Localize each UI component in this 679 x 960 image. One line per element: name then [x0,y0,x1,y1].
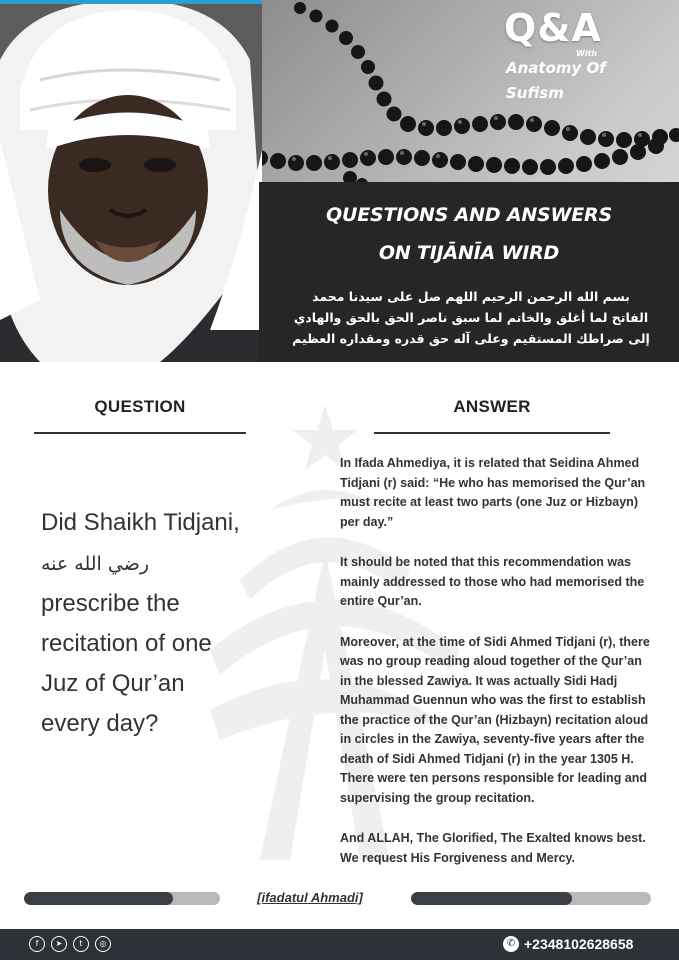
question-text-part2: prescribe the recitation of one Juz of Qur’an every day? [41,590,212,737]
brand-with-text: With [576,49,598,58]
question-heading-divider [34,432,246,434]
question-text [41,503,241,744]
decorative-bar-right [411,892,651,905]
page-title-line1: QUESTIONS AND ANSWERS [326,204,612,226]
brand-line2: Sufism [506,84,564,102]
question-text-part1: Did Shaikh Tidjani, [41,509,240,536]
answer-heading-divider [374,432,610,434]
facebook-icon[interactable]: f [29,936,45,952]
decorative-bar-right-fill [411,892,572,905]
question-heading: QUESTION [94,397,186,416]
title-panel [259,182,679,362]
footer [0,929,679,960]
answer-heading: ANSWER [453,397,531,416]
answer-paragraph: And ALLAH, The Glorified, The Exalted knows best. We request His Forgiveness and Mercy. [340,831,646,865]
twitter-icon[interactable]: t [73,936,89,952]
brand-logo [504,6,674,102]
arabic-prayer-line1: بسم الله الرحمن الرحيم اللهم صل على سيدنا محمد [312,289,630,304]
instagram-icon[interactable]: ◎ [95,936,111,952]
arabic-prayer-line3: إلى صراطك المستقيم وعلى آله حق قدره ومقداره العظيم [292,331,650,346]
page-title-line2: ON TIJĀNĪA WIRD [378,242,560,264]
answer-paragraph: It should be noted that this recommendation was mainly addressed to those who had memorised the entire Qur’an. [340,555,645,608]
telegram-icon[interactable]: ➤ [51,936,67,952]
brand-qa-text: Q&A [504,6,602,50]
decorative-bar-left-fill [24,892,173,905]
answer-paragraph: In Ifada Ahmediya, it is related that Seidina Ahmed Tidjani (r) said: “He who has memorised the Qur’an must recite at least two parts (one Juz or Hizbayn) per day.” [340,456,646,529]
header-banner [0,0,679,362]
brand-line1: Anatomy Of [506,59,606,77]
decorative-bar-left [24,892,220,905]
shaikh-portrait-image [0,0,262,362]
whatsapp-icon[interactable]: ✆ [503,936,519,952]
answer-paragraph: Moreover, at the time of Sidi Ahmed Tidjani (r), there was no group reading aloud together of the Qur’an in the blessed Zawiya. It was actually Sidi Hadj Muhammad Guennun who was the first to establish the practice of the Qur’an (Hizbayn) recitation aloud in circles in the Zawiya, seventy-five years after the death of Sidi Ahmed Tidjani (r) in the year 1305 H. There were ten persons responsible for leading and supervising the group recitation. [340,634,650,805]
answer-body [340,454,650,889]
question-arabic-honorific: رضي الله عنه [41,553,150,575]
phone-number[interactable]: +2348102628658 [524,936,634,952]
source-citation: [ifadatul Ahmadi] [257,890,363,905]
arabic-prayer-line2: الفاتح لما أغلق والخاتم لما سبق ناصر الحق بالحق والهادي [293,310,649,325]
